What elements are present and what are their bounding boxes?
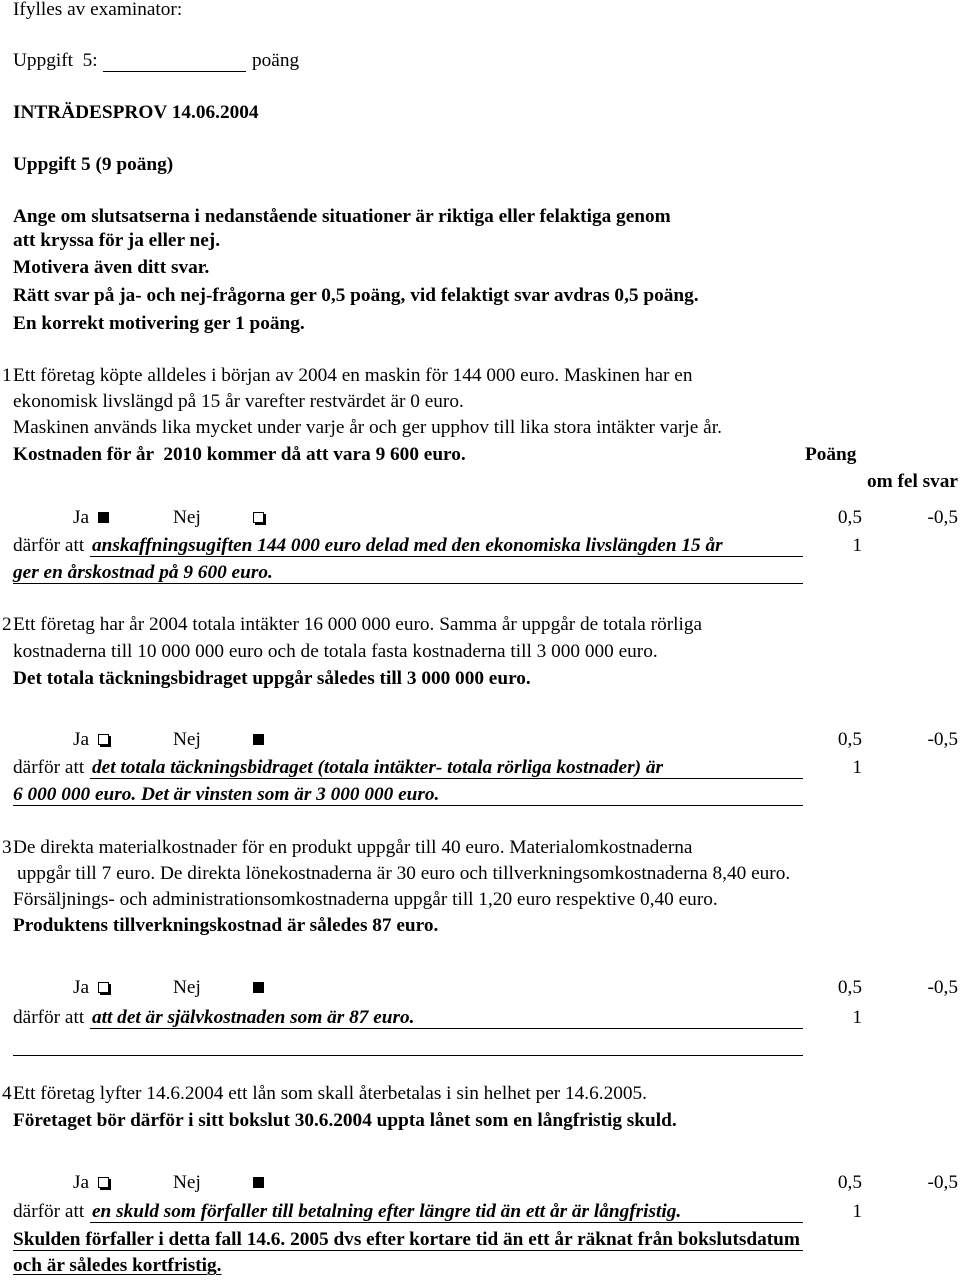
question-4-text-line: Ett företag lyfter 14.6.2004 ett lån som skall återbetalas i sin helhet per 14.6.2005. (13, 1083, 647, 1104)
instruction-line: En korrekt motivering ger 1 poäng. (13, 313, 305, 334)
question-3-no-label: Nej (173, 977, 201, 998)
question-2-points-wrong: -0,5 (927, 729, 958, 750)
question-2-no-checkbox (253, 734, 264, 745)
question-2-motivation-points: 1 (852, 757, 862, 778)
question-2-motivation-line: det totala täckningsbidraget (totala intäkter- totala rörliga kostnader) är (90, 758, 803, 779)
instruction-line: Motivera även ditt svar. (13, 257, 210, 278)
question-4-no-label: Nej (173, 1172, 201, 1193)
question-4-yes-label: Ja (73, 1172, 90, 1193)
question-4-points-wrong: -0,5 (927, 1172, 958, 1193)
instruction-line: Rätt svar på ja- och nej-frågorna ger 0,5 poäng, vid felaktigt svar avdras 0,5 poäng. (13, 285, 699, 306)
question-3-number: 3 (2, 837, 12, 858)
question-4-because-label: därför att (13, 1201, 85, 1222)
question-1-statement: Kostnaden för år 2010 kommer då att vara 9 600 euro. (13, 444, 466, 465)
wrong-answer-column-header: om fel svar (866, 471, 958, 492)
question-3-points-correct: 0,5 (837, 977, 862, 998)
question-2-text-line: kostnaderna till 10 000 000 euro och de totala fasta kostnaderna till 3 000 000 euro. (13, 641, 658, 662)
question-1-points-correct: 0,5 (837, 507, 862, 528)
question-3-motivation-points: 1 (852, 1007, 862, 1028)
question-1-number: 1 (2, 365, 12, 386)
question-3-yes-label: Ja (73, 977, 90, 998)
question-1-points-wrong: -0,5 (927, 507, 958, 528)
question-4-motivation-line: och är således kortfristig. (13, 1255, 222, 1276)
question-3-statement: Produktens tillverkningskostnad är således 87 euro. (13, 915, 439, 936)
question-1-motivation-line: anskaffningsugiften 144 000 euro delad med den ekonomiska livslängden 15 år (90, 536, 803, 557)
question-3-text-line: uppgår till 7 euro. De direkta lönekostnaderna är 30 euro och tillverkningsomkostnaderna 8,40 euro. (17, 863, 791, 884)
exam-title: INTRÄDESPROV 14.06.2004 (13, 102, 259, 123)
question-1-because-label: därför att (13, 535, 85, 556)
question-3-yes-checkbox (98, 982, 109, 993)
question-4-statement: Företaget bör därför i sitt bokslut 30.6.2004 uppta lånet som en långfristig skuld. (13, 1110, 677, 1131)
question-2-yes-label: Ja (73, 729, 90, 750)
question-3-text-line: De direkta materialkostnader för en produkt uppgår till 40 euro. Materialomkostnaderna (13, 837, 693, 858)
examiner-label: Ifylles av examinator: (13, 0, 183, 20)
question-2-motivation-line: 6 000 000 euro. Det är vinsten som är 3 000 000 euro. (13, 785, 803, 806)
question-3-blank-motivation-line (13, 1035, 803, 1056)
question-2-statement: Det totala täckningsbidraget uppgår således till 3 000 000 euro. (13, 668, 531, 689)
question-2-text-line: Ett företag har år 2004 totala intäkter 16 000 000 euro. Samma år uppgår de totala rörliga (13, 614, 703, 635)
question-3-points-wrong: -0,5 (927, 977, 958, 998)
task-score-label: Uppgift 5: (13, 50, 98, 71)
task-title: Uppgift 5 (9 poäng) (13, 154, 174, 175)
question-1-no-checkbox (253, 512, 264, 523)
instruction-line: att kryssa för ja eller nej. (13, 230, 221, 251)
question-4-no-checkbox (253, 1177, 264, 1188)
question-4-number: 4 (2, 1083, 12, 1104)
question-3-no-checkbox (253, 982, 264, 993)
question-1-no-label: Nej (173, 507, 201, 528)
question-2-points-correct: 0,5 (837, 729, 862, 750)
question-2-yes-checkbox (98, 734, 109, 745)
question-1-text-line: ekonomisk livslängd på 15 år varefter restvärdet är 0 euro. (13, 391, 464, 412)
instruction-line: Ange om slutsatserna i nedanstående situationer är riktiga eller felaktiga genom (13, 206, 671, 227)
question-3-because-label: därför att (13, 1007, 85, 1028)
question-4-points-correct: 0,5 (837, 1172, 862, 1193)
question-1-text-line: Maskinen används lika mycket under varje år och ger upphov till lika stora intäkter varje år. (13, 417, 722, 438)
question-3-motivation-line: att det är självkostnaden som är 87 euro. (90, 1008, 803, 1029)
question-4-motivation-line: en skuld som förfaller till betalning efter längre tid än ett år är långfristig. (90, 1202, 803, 1223)
score-unit-label: poäng (252, 50, 300, 71)
question-4-yes-checkbox (98, 1177, 109, 1188)
question-3-text-line: Försäljnings- och administrationsomkostnaderna uppgår till 1,20 euro respektive 0,40 euro. (13, 889, 718, 910)
points-column-header: Poäng (805, 444, 857, 465)
question-1-motivation-line: ger en årskostnad på 9 600 euro. (13, 563, 803, 584)
score-blank-field (103, 51, 246, 72)
question-1-text-line: Ett företag köpte alldeles i början av 2004 en maskin för 144 000 euro. Maskinen har en (13, 365, 693, 386)
question-2-no-label: Nej (173, 729, 201, 750)
question-1-yes-checkbox (98, 512, 109, 523)
question-4-motivation-points: 1 (852, 1201, 862, 1222)
question-1-motivation-points: 1 (852, 535, 862, 556)
question-2-because-label: därför att (13, 757, 85, 778)
question-1-yes-label: Ja (73, 507, 90, 528)
question-4-motivation-line: Skulden förfaller i detta fall 14.6. 2005 dvs efter kortare tid än ett år räknat från bokslutsdatum (13, 1230, 803, 1251)
question-2-number: 2 (2, 614, 12, 635)
